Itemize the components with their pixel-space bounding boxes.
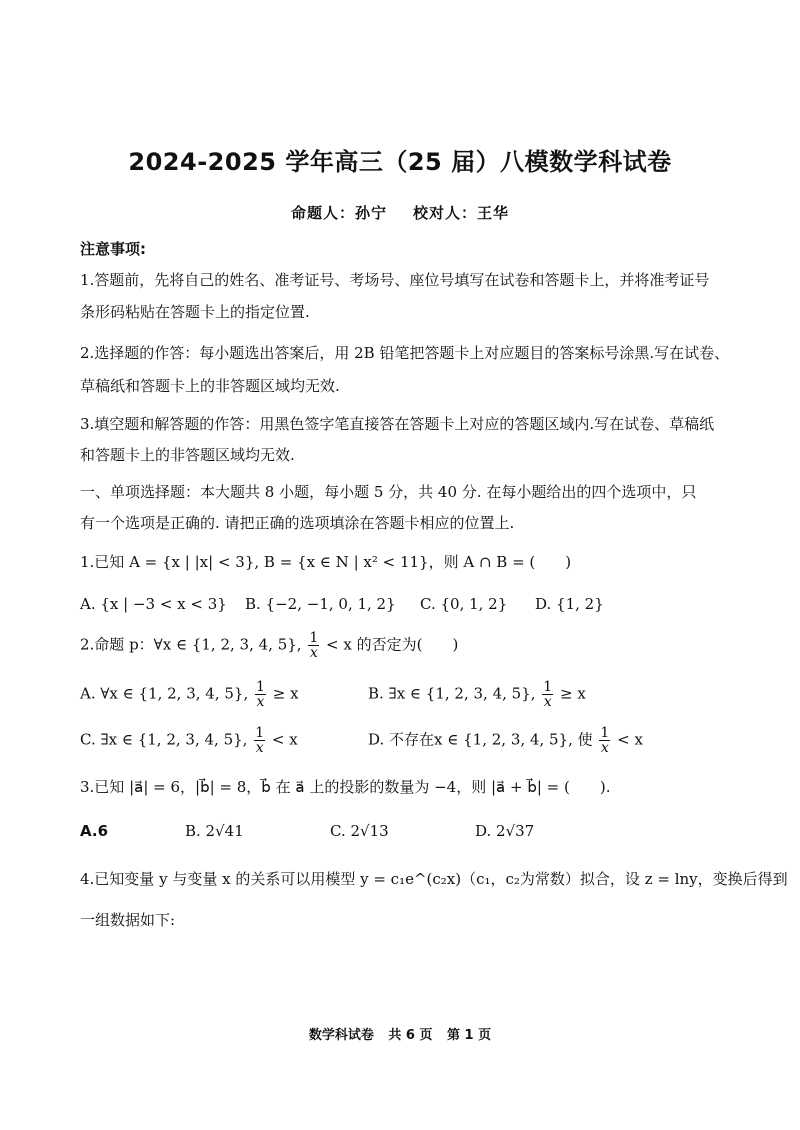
question-2-option-d [368,726,643,755]
option-b-radical: √41 [215,822,244,840]
question-2-stem-prefix: 2.命题 p：∀x ∈ {1, 2, 3, 4, 5}, [80,635,302,654]
fraction-one-over-x [255,680,266,709]
question-2-option-a [80,680,299,709]
question-3-stem: 3.已知 |a⃗| = 6，|b⃗| = 8，b⃗ 在 a⃗ 上的投影的数量为 −4，则 |a⃗ + b⃗| = ( ). [80,778,611,796]
notice-item-1-line-1: 1.答题前，先将自己的姓名、准考证号、考场号、座位号填写在试卷和答题卡上，并将准考证号 [80,271,710,289]
notice-item-2-line-1: 2.选择题的作答：每小题选出答案后，用 2B 铅笔把答题卡上对应题目的答案标号涂黑.写在试卷、 [80,344,730,362]
question-3-option-d [475,822,534,840]
option-c-prefix: C. 2 [330,822,361,840]
question-1-option-d: D. {1, 2} [535,595,604,613]
question-4-line-2: 一组数据如下: [80,911,176,929]
fraction-denominator: x [256,694,265,710]
question-4-line-1: 4.已知变量 y 与变量 x 的关系可以用模型 y = c₁e^(c₂x)（c₁，c₂为常数）拟合，设 z = lny，变换后得到 [80,870,788,888]
footer-total-pages: 共 6 页 [388,1028,433,1043]
option-b-prefix: B. 2 [185,822,216,840]
option-b-prefix: B. ∃x ∈ {1, 2, 3, 4, 5}, [368,684,536,703]
fraction-numerator: 1 [543,679,553,695]
question-3-option-c [330,822,389,840]
fraction-one-over-x [254,726,265,755]
page-title: 2024-2025 学年高三（25 届）八模数学科试卷 [128,148,672,176]
section-1-line-2: 有一个选项是正确的. 请把正确的选项填涂在答题卡相应的位置上. [80,514,515,532]
notice-item-3-line-1: 3.填空题和解答题的作答：用黑色签字笔直接答在答题卡上对应的答题区域内.写在试卷、草稿纸 [80,415,715,433]
fraction-one-over-x [542,680,553,709]
option-b-suffix: ≥ x [560,684,586,703]
notice-heading: 注意事项: [80,240,146,258]
page-footer [0,1024,800,1043]
question-3-option-b [185,822,244,840]
fraction-numerator: 1 [309,630,319,646]
option-d-prefix: D. 2 [475,822,506,840]
option-d-radical: √37 [505,822,535,840]
checker-name: 校对人：王华 [413,204,510,222]
notice-item-1-line-2: 条形码粘贴在答题卡上的指定位置. [80,303,310,321]
footer-subject: 数学科试卷 [308,1028,374,1043]
fraction-numerator: 1 [256,679,265,695]
option-d-prefix: D. 不存在x ∈ {1, 2, 3, 4, 5}, 使 [368,730,593,749]
fraction-one-over-x [308,631,319,660]
notice-item-2-line-2: 草稿纸和答题卡上的非答题区域均无效. [80,377,340,395]
question-2-option-c [80,726,298,755]
question-2-stem [80,631,458,660]
fraction-denominator: x [255,740,264,756]
fraction-denominator: x [543,694,552,710]
authors-line [0,202,800,223]
question-1-option-b: B. {−2, −1, 0, 1, 2} [245,595,396,613]
setter-name: 命题人：孙宁 [290,204,387,222]
notice-item-3-line-2: 和答题卡上的非答题区域均无效. [80,446,295,464]
section-1-line-1: 一、单项选择题：本大题共 8 小题，每小题 5 分，共 40 分. 在每小题给出的四个选项中，只 [80,483,697,501]
option-a-suffix: ≥ x [272,684,299,703]
option-c-radical: √13 [360,822,389,840]
footer-page-number: 第 1 页 [447,1028,492,1043]
question-1-option-c: C. {0, 1, 2} [420,595,508,613]
question-1-stem: 1.已知 A = {x | |x| < 3}, B = {x ∈ N | x² < 11}，则 A ∩ B = ( ) [80,553,572,571]
question-2-option-b [368,680,586,709]
question-2-stem-suffix: < x 的否定为( ) [326,635,459,654]
option-c-suffix: < x [271,730,298,749]
fraction-denominator: x [309,645,318,661]
fraction-denominator: x [600,740,609,756]
fraction-numerator: 1 [255,725,265,741]
fraction-numerator: 1 [600,725,610,741]
option-c-prefix: C. ∃x ∈ {1, 2, 3, 4, 5}, [80,730,248,749]
option-d-suffix: < x [617,730,643,749]
fraction-one-over-x [599,726,610,755]
question-3-option-a: A.6 [80,822,109,840]
question-1-option-a: A. {x | −3 < x < 3} [80,595,227,613]
option-a-prefix: A. ∀x ∈ {1, 2, 3, 4, 5}, [80,684,249,703]
